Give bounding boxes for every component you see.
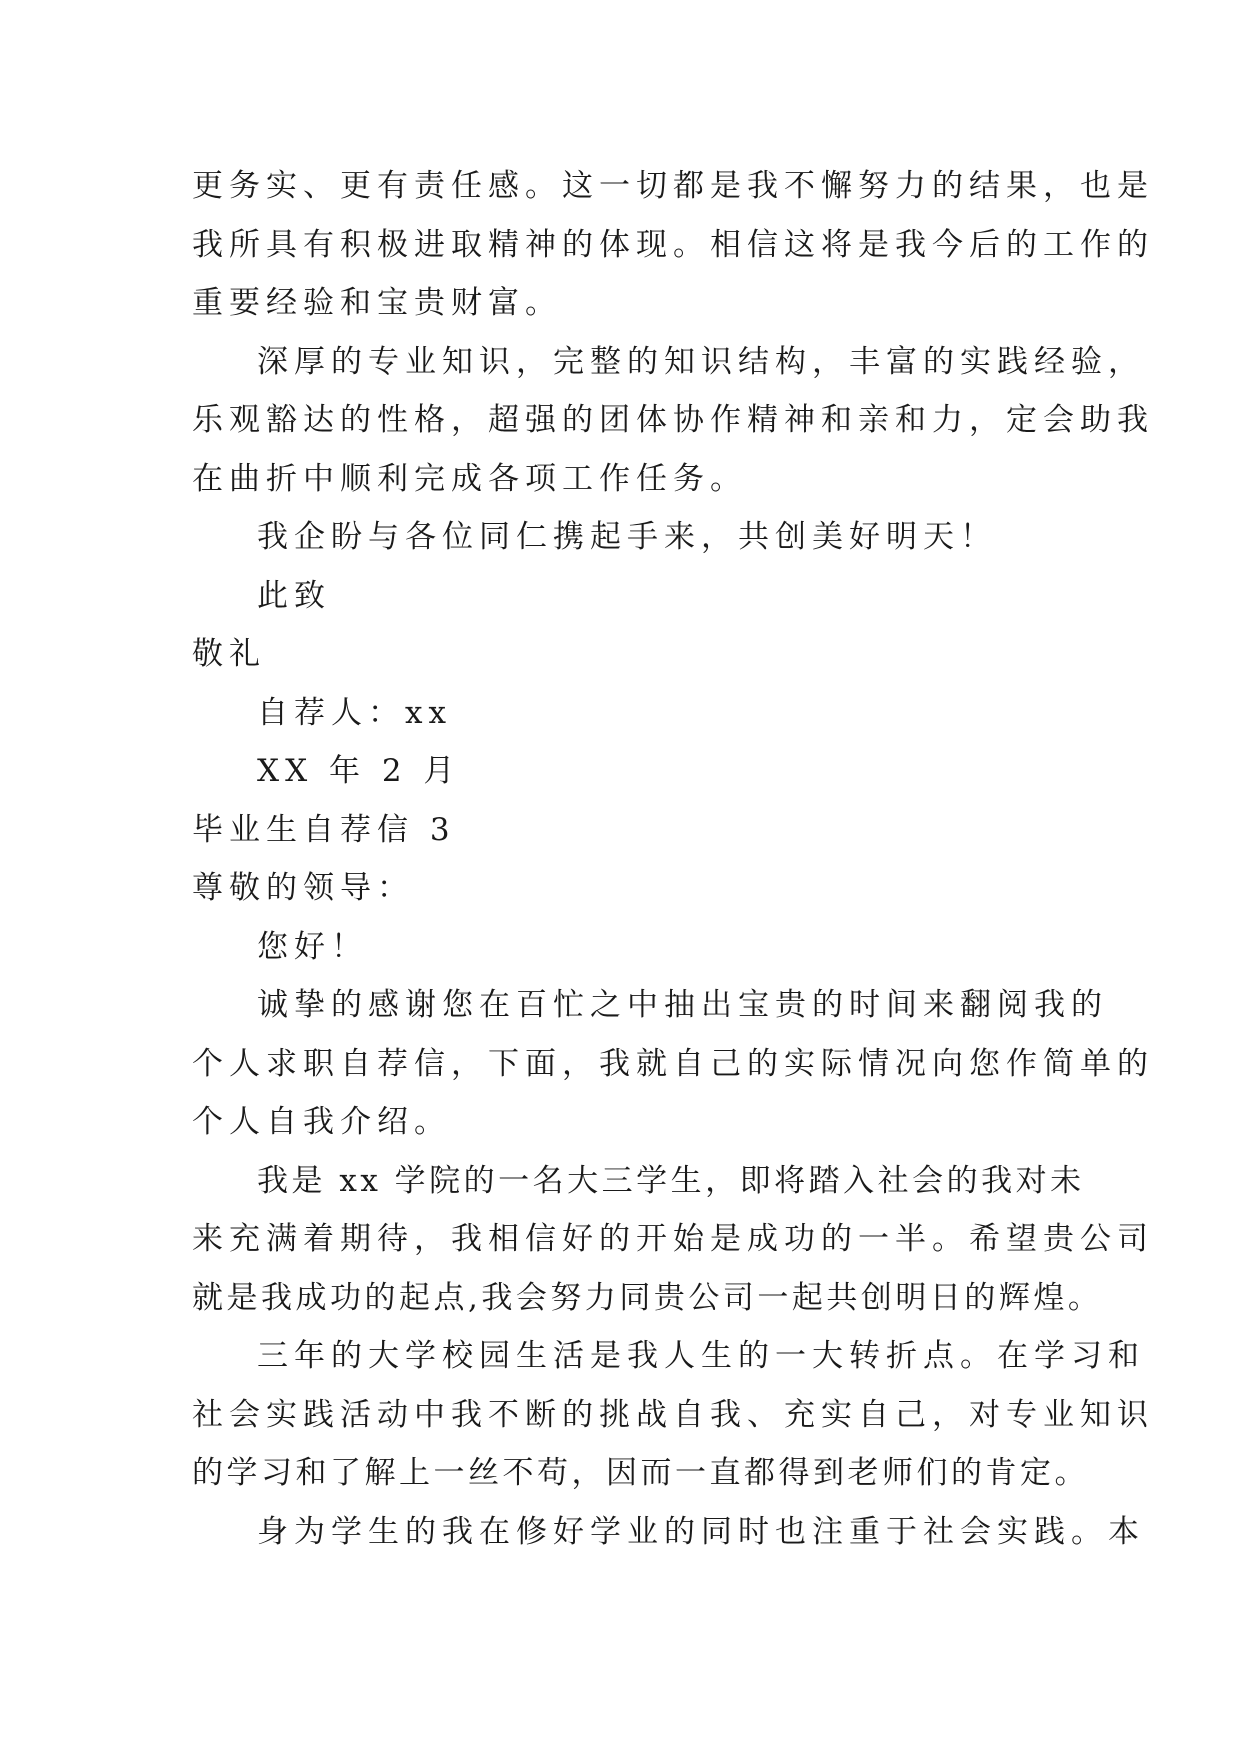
text-line: 我所具有积极进取精神的体现。相信这将是我今后的工作的 [192, 226, 1154, 263]
text-line: 更务实、更有责任感。这一切都是我不懈努力的结果，也是 [192, 168, 1154, 204]
letter-body [192, 157, 1154, 1561]
date-line: XX 年 2 月 [257, 753, 461, 789]
closing-phrase: 此致 [257, 577, 331, 614]
section-heading: 毕业生自荐信 3 [192, 811, 456, 848]
text-line: 社会实践活动中我不断的挑战自我、充实自己，对专业知识 [192, 1396, 1154, 1433]
text-line: 个人求职自荐信，下面，我就自己的实际情况向您作简单的 [192, 1045, 1154, 1082]
text-line: 我是 xx 学院的一名大三学生，即将踏入社会的我对未 [257, 1162, 1085, 1199]
text-line: 我企盼与各位同仁携起手来，共创美好明天！ [257, 519, 997, 555]
text-line: 个人自我介绍。 [192, 1104, 451, 1140]
text-line: 的学习和了解上一丝不苟，因而一直都得到老师们的肯定。 [192, 1455, 1089, 1491]
salutation-closing: 敬礼 [192, 636, 266, 672]
text-line: 在曲折中顺利完成各项工作任务。 [192, 460, 747, 497]
signature-line: 自荐人：xx [257, 694, 452, 731]
text-line: 乐观豁达的性格，超强的团体协作精神和亲和力，定会助我 [192, 402, 1154, 438]
greeting: 尊敬的领导： [192, 870, 414, 906]
text-line: 身为学生的我在修好学业的同时也注重于社会实践。本 [257, 1513, 1145, 1550]
text-line: 深厚的专业知识，完整的知识结构，丰富的实践经验， [257, 343, 1145, 380]
text-line: 来充满着期待，我相信好的开始是成功的一半。希望贵公司 [192, 1221, 1154, 1257]
text-line: 就是我成功的起点,我会努力同贵公司一起共创明日的辉煌。 [192, 1279, 1103, 1316]
text-line: 重要经验和宝贵财富。 [192, 285, 562, 321]
text-line: 三年的大学校园生活是我人生的一大转折点。在学习和 [257, 1338, 1145, 1374]
greeting-line: 您好！ [257, 928, 368, 965]
text-line: 诚挚的感谢您在百忙之中抽出宝贵的时间来翻阅我的 [257, 987, 1108, 1023]
